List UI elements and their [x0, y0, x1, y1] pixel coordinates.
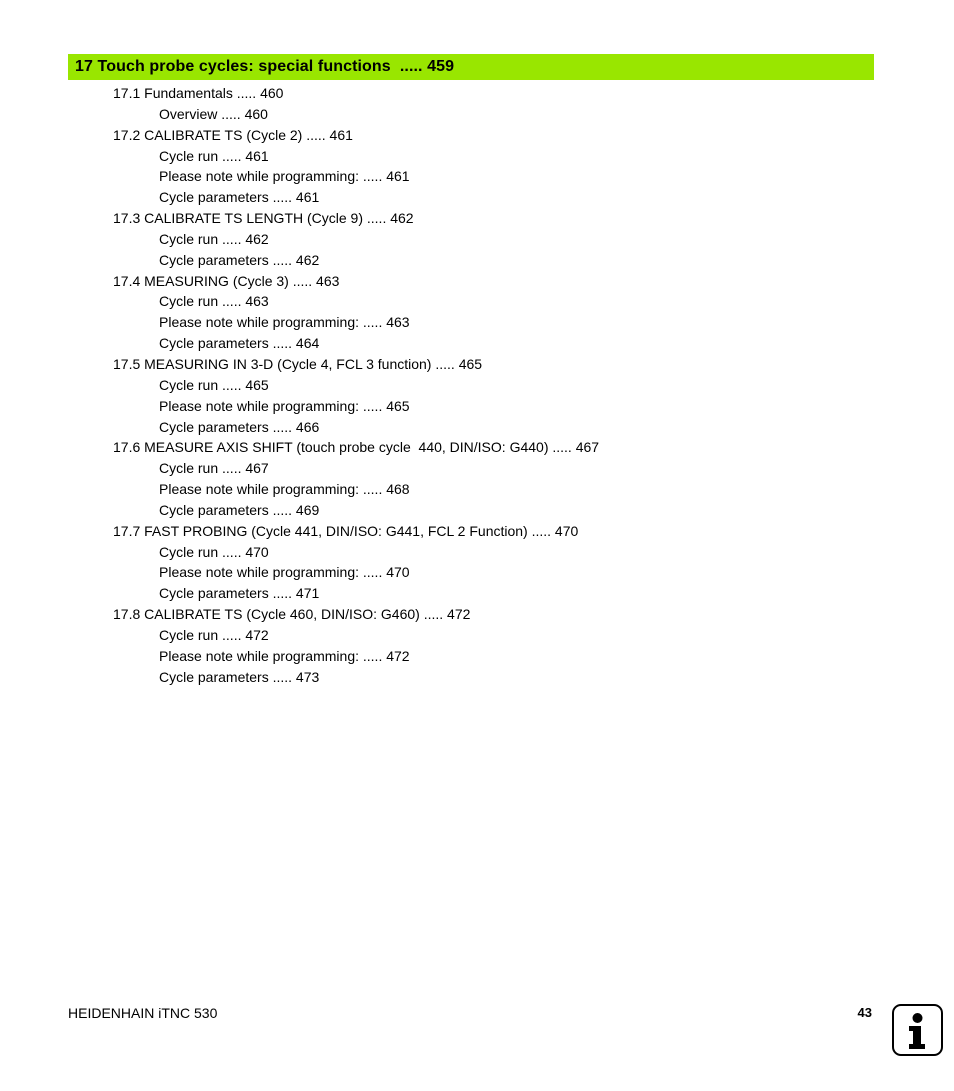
- toc-subsection-entry: Cycle parameters ..... 473: [159, 668, 320, 685]
- toc-subsection-entry: Overview ..... 460: [159, 105, 268, 122]
- toc-subsection-entry: Cycle parameters ..... 461: [159, 189, 320, 206]
- toc-subsection-entry: Please note while programming: ..... 463: [159, 314, 410, 331]
- toc-subsection-entry: Cycle parameters ..... 462: [159, 251, 320, 268]
- toc-section-entry: 17.2 CALIBRATE TS (Cycle 2) ..... 461: [113, 126, 353, 143]
- toc-subsection-entry: Cycle run ..... 472: [159, 626, 269, 643]
- toc-subsection-entry: Please note while programming: ..... 465: [159, 397, 410, 414]
- toc-section-entry: 17.1 Fundamentals ..... 460: [113, 85, 284, 101]
- footer-product-name: HEIDENHAIN iTNC 530: [68, 1005, 218, 1021]
- chapter-heading-bar: [68, 54, 874, 80]
- chapter-title: 17 Touch probe cycles: special functions ..... 459: [75, 58, 455, 75]
- toc-subsection-entry: Cycle parameters ..... 469: [159, 501, 320, 518]
- toc-subsection-entry: Please note while programming: ..... 468: [159, 481, 410, 498]
- table-of-contents: [0, 83, 954, 687]
- toc-section-entry: 17.7 FAST PROBING (Cycle 441, DIN/ISO: G441, FCL 2 Function) ..... 470: [113, 522, 579, 539]
- toc-subsection-entry: Cycle run ..... 467: [159, 460, 269, 477]
- toc-section-entry: 17.3 CALIBRATE TS LENGTH (Cycle 9) ..... 462: [113, 210, 414, 227]
- toc-section-entry: 17.5 MEASURING IN 3-D (Cycle 4, FCL 3 function) ..... 465: [113, 355, 483, 372]
- toc-subsection-entry: Please note while programming: ..... 461: [159, 168, 410, 185]
- toc-section-entry: 17.8 CALIBRATE TS (Cycle 460, DIN/ISO: G460) ..... 472: [113, 606, 471, 623]
- toc-section-entry: 17.4 MEASURING (Cycle 3) ..... 463: [113, 272, 340, 289]
- toc-subsection-entry: Cycle run ..... 462: [159, 230, 269, 247]
- toc-subsection-entry: Cycle parameters ..... 466: [159, 418, 320, 435]
- info-icon: [892, 1004, 943, 1056]
- toc-section-entry: 17.6 MEASURE AXIS SHIFT (touch probe cycle 440, DIN/ISO: G440) ..... 467: [113, 439, 600, 456]
- toc-subsection-entry: Cycle run ..... 470: [159, 543, 269, 560]
- toc-subsection-entry: Please note while programming: ..... 470: [159, 564, 410, 581]
- toc-subsection-entry: Cycle run ..... 463: [159, 293, 269, 310]
- toc-subsection-entry: Cycle parameters ..... 471: [159, 585, 320, 602]
- toc-subsection-entry: Cycle run ..... 465: [159, 376, 269, 393]
- page-number: 43: [857, 1005, 872, 1020]
- toc-subsection-entry: Please note while programming: ..... 472: [159, 647, 410, 664]
- toc-subsection-entry: Cycle run ..... 461: [159, 147, 269, 164]
- toc-subsection-entry: Cycle parameters ..... 464: [159, 335, 320, 352]
